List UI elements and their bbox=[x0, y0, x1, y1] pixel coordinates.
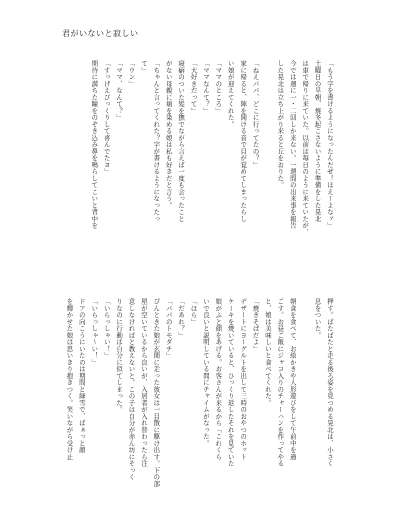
text-line: 「すっげえびっくりして喜んでたヨ」 bbox=[102, 60, 111, 175]
text-line: デザートにヨーグルトを出して三時のおやつのホット bbox=[239, 298, 248, 460]
text-line: 息をついた。 bbox=[313, 298, 322, 339]
upper-text-block bbox=[54, 60, 336, 272]
text-line: 屋が空いているから良いが、入居者が入れ替わったら注 bbox=[139, 298, 148, 467]
text-line: て」 bbox=[139, 60, 148, 74]
page-title: 君がいないと寂しい bbox=[62, 29, 139, 38]
text-line: 「もう字を書けるようになったんだぜ！ほえーよなァ」 bbox=[326, 60, 334, 229]
text-line: ドアの向こうにいたのは期間と緑雪で、ぱぁっと顔 bbox=[77, 298, 86, 454]
text-line: 今では週に一・二回しか来ない。一週間の出来事を報告 bbox=[288, 60, 297, 229]
text-line: いで良いと説明している間にチャイムがなった。 bbox=[201, 298, 210, 447]
text-line: 「いらっしゃい！」 bbox=[102, 298, 111, 359]
lower-text-block bbox=[54, 298, 336, 504]
text-line: ぴんときた娘が玄関に走った彼女は一目散に駆け出す。下の部 bbox=[152, 298, 161, 487]
text-line: がない母親に頬を染める娘は私も好きだと言う。 bbox=[164, 60, 173, 209]
text-line: は車で帰りに来ていた。以前は毎日のように来ていたが、 bbox=[301, 60, 310, 236]
text-line: 「大好きだって」 bbox=[189, 60, 198, 114]
text-line: 「焼きそばだよ」 bbox=[251, 298, 260, 352]
text-line: 朝食を食べて、お絵かきや人形遊びをして午前中を過 bbox=[288, 298, 297, 460]
text-line: い娘が迎えてくれた。 bbox=[226, 60, 235, 128]
text-line: 「ママのところ」 bbox=[214, 60, 223, 114]
text-line: した晃北は立ち上がり来ると丘をおりた。 bbox=[276, 60, 285, 189]
text-line: 意しなければと教えないと。この子は自分が赤ん坊にそっく bbox=[127, 298, 136, 481]
text-line: を輝かせた娘は思いきり抱きつく。笑いながら受け止 bbox=[65, 298, 74, 460]
text-line: 「パパのトモダチ」 bbox=[164, 298, 173, 359]
text-line: 娘がふと顔をあげる。お客さんが来るから「これくら bbox=[214, 298, 223, 460]
text-line: 「ママ、なんて？」 bbox=[115, 60, 124, 121]
text-line: 「ねえパパ、どこに行ってたの？」 bbox=[251, 60, 260, 168]
text-line: 「ママなんて？」 bbox=[201, 60, 210, 114]
text-line: 「いらっしゃ〜い！」 bbox=[90, 298, 99, 366]
text-line: と、娘は美味しいと食べてくれた。 bbox=[263, 298, 272, 406]
text-line: 家に帰ると、陣を開ける音で目が覚めてしまったらし bbox=[239, 60, 248, 222]
text-line: ケーキを焼いていると、ひっくり返したそれを見ていた bbox=[226, 298, 235, 467]
text-line: 「ほら」 bbox=[189, 298, 198, 325]
text-line: 土曜日の早朝、焼冬起こさないように準備をした晃北 bbox=[313, 60, 322, 222]
text-line: 期待に満ちた瞳をのぞき込み鼻を鳴らしてこいと背中を bbox=[90, 60, 99, 229]
text-line bbox=[262, 60, 274, 272]
text-line bbox=[299, 298, 311, 504]
text-line: ごす。お昼ご飯にジャコ入りのチャーハンを作ってやる bbox=[276, 298, 285, 467]
text-line: 寝癖のついた髪を撫でながら言えば一度も会ったこと bbox=[177, 60, 186, 222]
text-line: 押す。ぱたぱたと走る後ろ姿を見つめる晃北は、小さく bbox=[326, 298, 334, 467]
text-line: 「ちゃんと言ってくれた？字が書けるようになったっ bbox=[152, 60, 161, 222]
text-line: 「だあれ？」 bbox=[177, 298, 186, 339]
text-line: 「ウン」 bbox=[127, 60, 136, 87]
text-line: りなのに行動は自分に似てしまった。 bbox=[115, 298, 124, 413]
